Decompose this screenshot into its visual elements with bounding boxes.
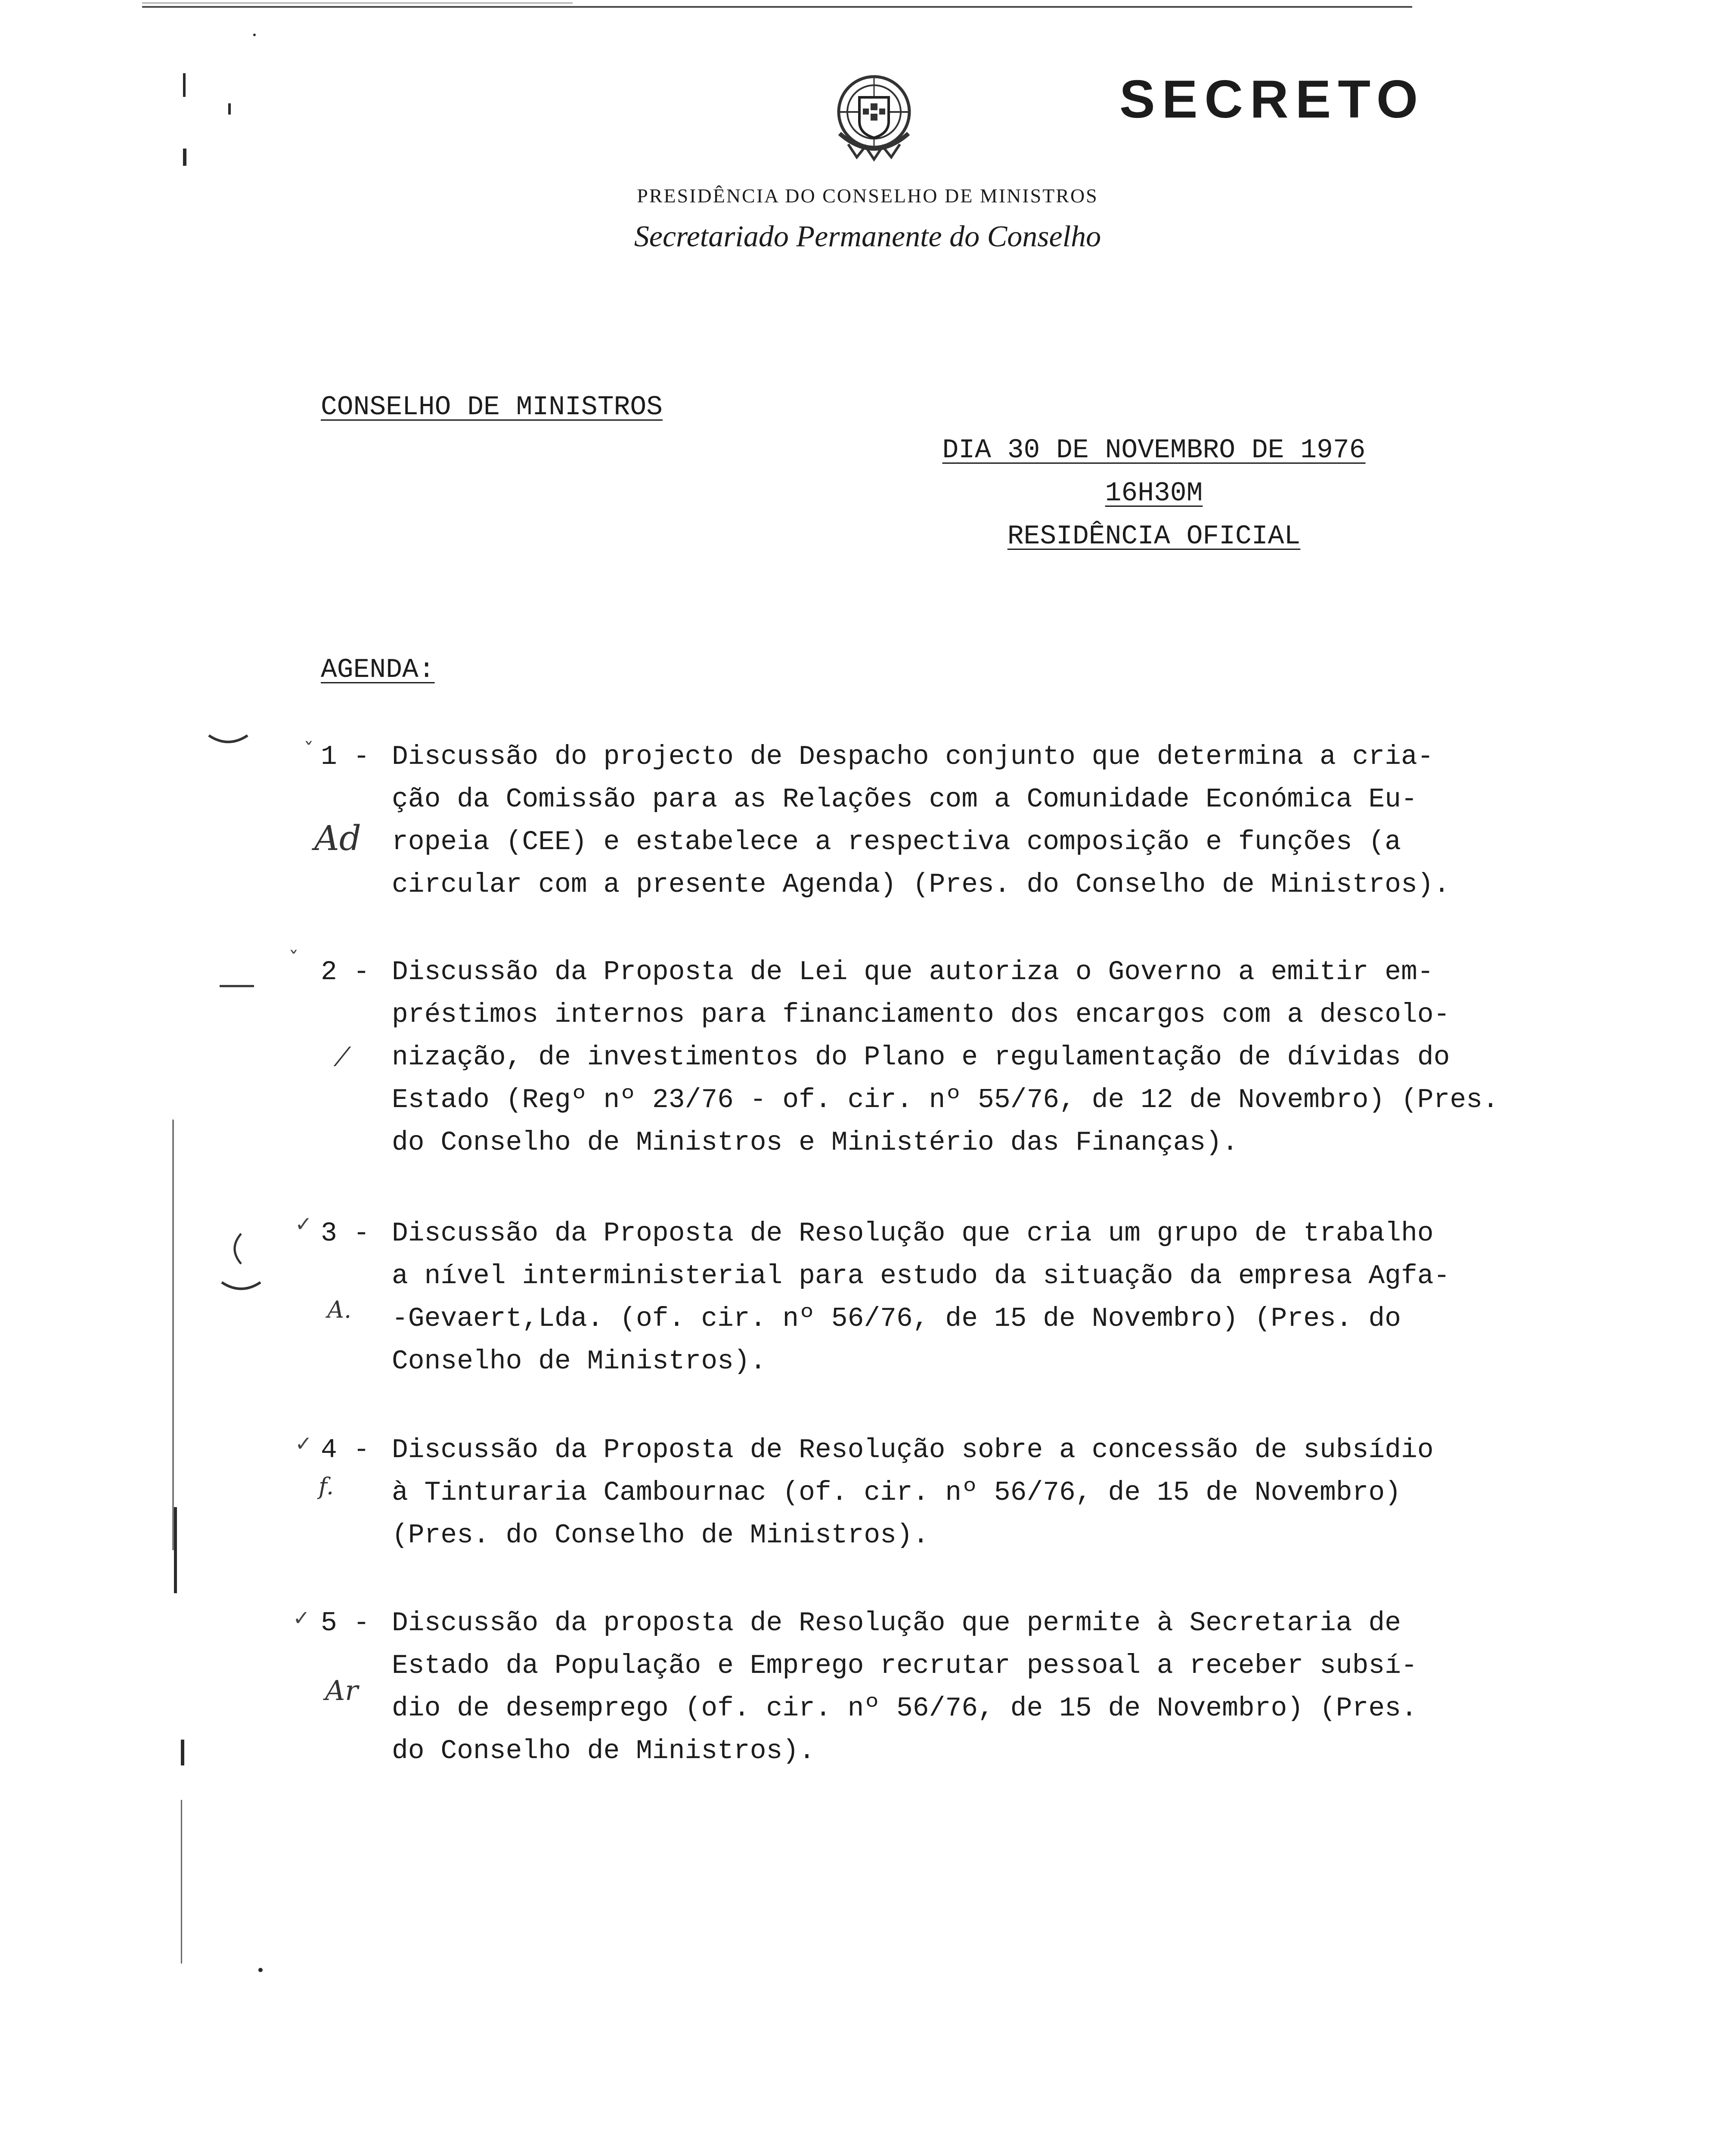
- meeting-body: CONSELHO DE MINISTROS: [321, 392, 663, 422]
- agenda-item-number: 1 -: [321, 741, 370, 772]
- meeting-place: RESIDÊNCIA OFICIAL: [1007, 521, 1301, 552]
- margin-scratch-mark: [228, 103, 231, 115]
- margin-dot-mark: [253, 34, 256, 36]
- check-tick-icon: ˇ: [288, 947, 299, 971]
- handwritten-annotation-3: A.: [327, 1296, 352, 1323]
- handwritten-annotation-5: Ar: [325, 1675, 358, 1707]
- agenda-item-number: 5 -: [321, 1608, 370, 1638]
- margin-arc-mark: [220, 1279, 263, 1296]
- agenda-item-number: 2 -: [321, 957, 370, 987]
- organization-subtitle: Secretariado Permanente do Conselho: [634, 220, 1101, 253]
- check-tick-icon: ✓: [295, 1432, 313, 1456]
- check-tick-icon: ✓: [293, 1606, 310, 1630]
- meeting-date: DIA 30 DE NOVEMBRO DE 1976: [942, 435, 1366, 465]
- margin-scratch-mark: [181, 1740, 184, 1765]
- check-tick-icon: ˇ: [304, 738, 314, 763]
- classification-stamp: SECRETO: [1119, 70, 1425, 129]
- check-tick-icon: ✓: [295, 1212, 313, 1236]
- organization-title: PRESIDÊNCIA DO CONSELHO DE MINISTROS: [637, 185, 1098, 207]
- margin-dot-mark: [258, 1968, 263, 1972]
- margin-binding-line: [174, 1507, 177, 1593]
- scan-top-rule: [142, 6, 1412, 8]
- agenda-label: AGENDA:: [321, 655, 435, 685]
- agenda-item-text: Discussão da proposta de Resolução que permite à Secretaria de Estado da População e Emprego recrutar pessoal a receber subsí- dio de desemprego (of. cir. nº 56/76, de 15 de Novembro) (Pres. do Conselho de Ministros).: [392, 1608, 1417, 1766]
- margin-dash-mark: [220, 982, 254, 990]
- margin-scratch-mark: [183, 149, 186, 166]
- agenda-item-text: Discussão da Proposta de Resolução que cria um grupo de trabalho a nível interministerial para estudo da situação da empresa Agfa- -Gevaert,Lda. (of. cir. nº 56/76, de 15 de Novembro) (Pres. do Conselho de Ministros).: [392, 1218, 1450, 1377]
- handwritten-annotation-4: f.: [319, 1473, 334, 1500]
- margin-arc-mark: [207, 732, 250, 749]
- agenda-item-text: Discussão do projecto de Despacho conjunto que determina a cria- ção da Comissão para as Relações com a Comunidade Económica Eu- ropeia (CEE) e estabelece a respectiva composição e funções (a circular com a presente Agenda) (Pres. do Conselho de Ministros).: [392, 741, 1450, 900]
- margin-binding-line: [172, 1120, 174, 1550]
- agenda-item-number: 3 -: [321, 1218, 370, 1249]
- handwritten-annotation-2: ⁄: [340, 1042, 345, 1072]
- margin-scratch-mark: [183, 73, 186, 97]
- agenda-item-number: 4 -: [321, 1435, 370, 1465]
- margin-paren-mark: [224, 1232, 250, 1266]
- handwritten-annotation-1: Ad: [314, 818, 361, 858]
- agenda-item-text: Discussão da Proposta de Lei que autoriza o Governo a emitir em- préstimos internos para financiamento dos encargos com a descolo- nização, de investimentos do Plano e regulamentação de dívidas do Estado (Regº nº 23/76 - of. cir. nº 55/76, de 12 de Novembro) (Pres. do Conselho de Ministros e Ministério das Finanças).: [392, 957, 1499, 1158]
- margin-binding-line: [181, 1800, 182, 1964]
- coat-of-arms-icon: [822, 69, 926, 172]
- meeting-time: 16H30M: [1105, 478, 1203, 509]
- agenda-item-text: Discussão da Proposta de Resolução sobre a concessão de subsídio à Tinturaria Cambournac (of. cir. nº 56/76, de 15 de Novembro) (Pres. do Conselho de Ministros).: [392, 1435, 1434, 1551]
